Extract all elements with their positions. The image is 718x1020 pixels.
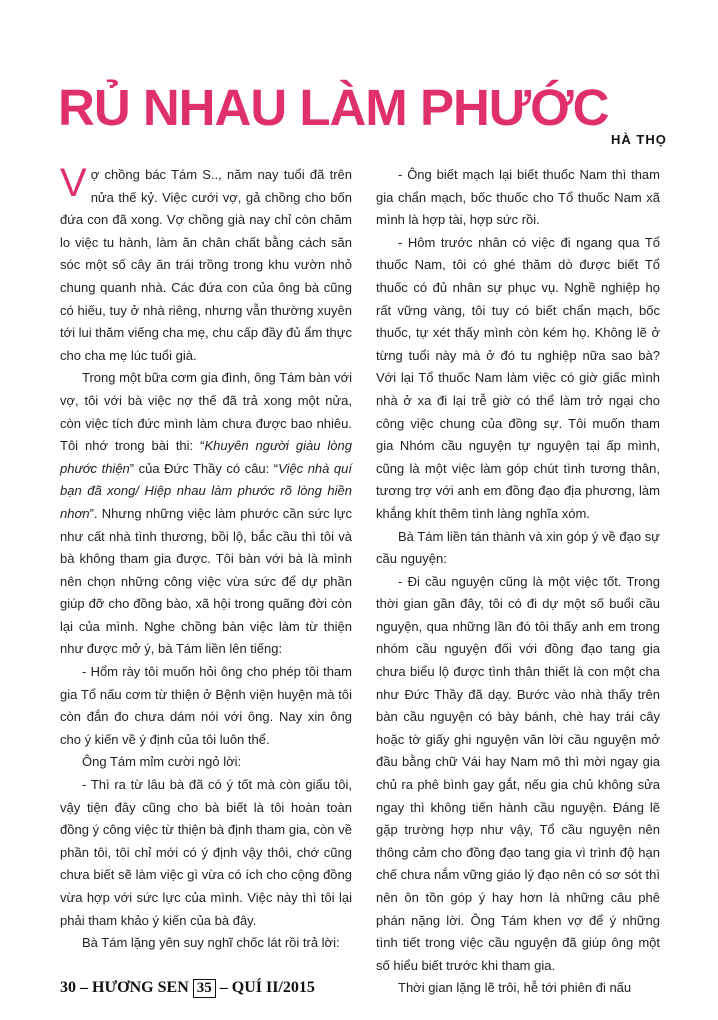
footer-dash: – [80, 979, 88, 996]
paragraph-8: - Hôm trước nhân có việc đi ngang qua Tổ thuốc Nam, tôi có ghé thăm dò được biết Tổ thuốc có đủ nhân sự phục vụ. Nghề nghiệp họ rất vững vàng, tôi tuy có biết chẩn mạch, bốc thuốc, tự xét thấy mình còn kém họ. Không lẽ ở từng tuổi này mà ở đó tu nghiệp nữa sao bà? Với lại Tổ thuốc Nam làm việc có giờ giấc mình nhà ở xa đi lại trễ giờ có thể làm trở ngại cho công việc chung của đồng sự. Tôi muốn tham gia Nhóm cầu nguyện tự nguyện tại ấp mình, cũng là một việc làm góp chút tình tương thân, tương trợ với anh em đồng đạo địa phương, làm khắng khít thêm tình làng nghĩa xóm. [376, 234, 660, 521]
drop-cap: V [60, 161, 87, 205]
paragraph-1 [60, 161, 352, 367]
author-byline: HÀ THỌ [611, 132, 667, 147]
paragraph-6: Bà Tám lặng yên suy nghĩ chốc lát rồi trả lời: [82, 935, 340, 951]
paragraph-11: Thời gian lặng lẽ trôi, hễ tới phiên đi nấu [398, 980, 632, 996]
paragraph-2-text-a: Trong một bữa cơm gia đình, ông Tám bàn với vợ, tôi với bà việc nợ thế đã trả xong một nửa, còn việc tích đức mình làm chưa được bao nhiêu. Tôi nhớ trong bài thi: “ [60, 370, 352, 454]
paragraph-9: Bà Tám liền tán thành và xin góp ý về đạo sự cầu nguyện: [376, 528, 660, 567]
poem-title-quote: Khuyên người giàu lòng phước thiện [60, 438, 352, 476]
paragraph-7: - Ông biết mạch lại biết thuốc Nam thì tham gia chẩn mạch, bốc thuốc cho Tổ thuốc Nam xã mình là hợp tài, hợp sức rồi. [376, 167, 660, 228]
footer-dash: – [219, 979, 228, 996]
paragraph-1-text: ợ chồng bác Tám S.., năm nay tuổi đã trên nửa thế kỷ. Việc cưới vợ, gả chồng cho bốn đứa con đã xong. Vợ chồng già nay chỉ còn chăm lo việc tu hành, làm ăn chân chất bằng cách săn sóc một số cây ăn trái trồng trong khu vườn nhỏ chung quanh nhà. Các đứa con của ông bà cũng có hiếu, tuy ở nhà riêng, nhưng vẫn thường xuyên tới lui thăm viếng cha mẹ, chu cấp đầy đủ ẩm thực cho cha mẹ lúc tuổi già. [60, 167, 352, 363]
paragraph-5: - Thì ra từ lâu bà đã có ý tốt mà còn giấu tôi, vậy tiện đây cũng cho bà biết là tôi hoàn toàn đồng ý công việc từ thiện bà định tham gia, còn về phần tôi, tôi chỉ mới có ý định vậy thôi, chớ cũng chưa biết sẽ làm việc gì vừa có ích cho cộng đồng vừa hợp với sức lực của mình. Việc này thì tôi lại phải tham khảo ý kiến của bà đây. [60, 777, 352, 928]
page-number: 30 [60, 979, 76, 996]
poem-verse-quote: Việc nhà quí bạn đã xong/ Hiệp nhau làm phước rõ lòng hiền nhơn [60, 460, 352, 521]
paragraph-2-text-c: ”. Nhưng những việc làm phước cần sức lực như cất nhà tình thương, bồi lộ, bắc cầu thì tôi và bà không tham gia được. Tôi bàn với bà là mình nên chọn những công việc vừa sức để dự phần giúp đỡ cho đồng bào, xã hội trong quãng đời còn lại của mình. Nghe chồng bàn việc làm từ thiện như được mở ý, bà Tám liền lên tiếng: [60, 505, 352, 657]
paragraph-2-text-b: ” của Đức Thầy có câu: “ [129, 460, 279, 476]
paragraph-2 [60, 367, 352, 661]
magazine-name: HƯƠNG SEN [92, 979, 189, 996]
paragraph-4: Ông Tám mỉm cười ngỏ lời: [82, 754, 242, 770]
page-footer [60, 979, 315, 998]
issue-number-box: 35 [193, 979, 216, 998]
article-title: RỦ NHAU LÀM PHƯỚC [58, 79, 609, 136]
paragraph-10: - Đi cầu nguyện cũng là một việc tốt. Trong thời gian gần đây, tôi có đi dự một số buổi cầu nguyện, qua những lần đó tôi thấy anh em trong nhóm cầu nguyện đối với đồng đạo tang gia chưa biểu lộ được tình thân thiết là con một cha như Đức Thầy đã dạy. Bước vào nhà thấy trên bàn cầu nguyện có bày bánh, chè hay trái cây hoặc tờ giấy ghi nguyện văn lời cầu nguyện mở đầu bằng chữ Vái hay Nam mô thì mời ngay gia chủ ra phê bình gay gắt, nếu gia chủ không sửa ngay thì không tiến hành cầu nguyện. Đáng lẽ gặp trường hợp như vậy, Tổ cầu nguyện nên thông cảm cho đồng đạo tang gia vì trình độ hạn chế chưa nắm vững giáo lý đạo nên có sơ sót thì nên ôn tồn góp ý hay hơn là những câu phê phán nặng lời. Ông Tám khen vợ để ý những tình tiết trong việc cầu nguyện đã giúp ông một số hiểu biết trước khi tham gia. [376, 573, 660, 973]
right-column [376, 164, 660, 1000]
left-column [60, 161, 352, 955]
paragraph-3: - Hổm rày tôi muốn hỏi ông cho phép tôi tham gia Tổ nấu cơm từ thiện ở Bệnh viện huyện mà tôi còn đắn đo chưa dám nói với ông. Nay xin ông cho ý kiến về ý định của tôi luôn thể. [60, 664, 352, 747]
issue-period: QUÍ II/2015 [231, 979, 315, 996]
